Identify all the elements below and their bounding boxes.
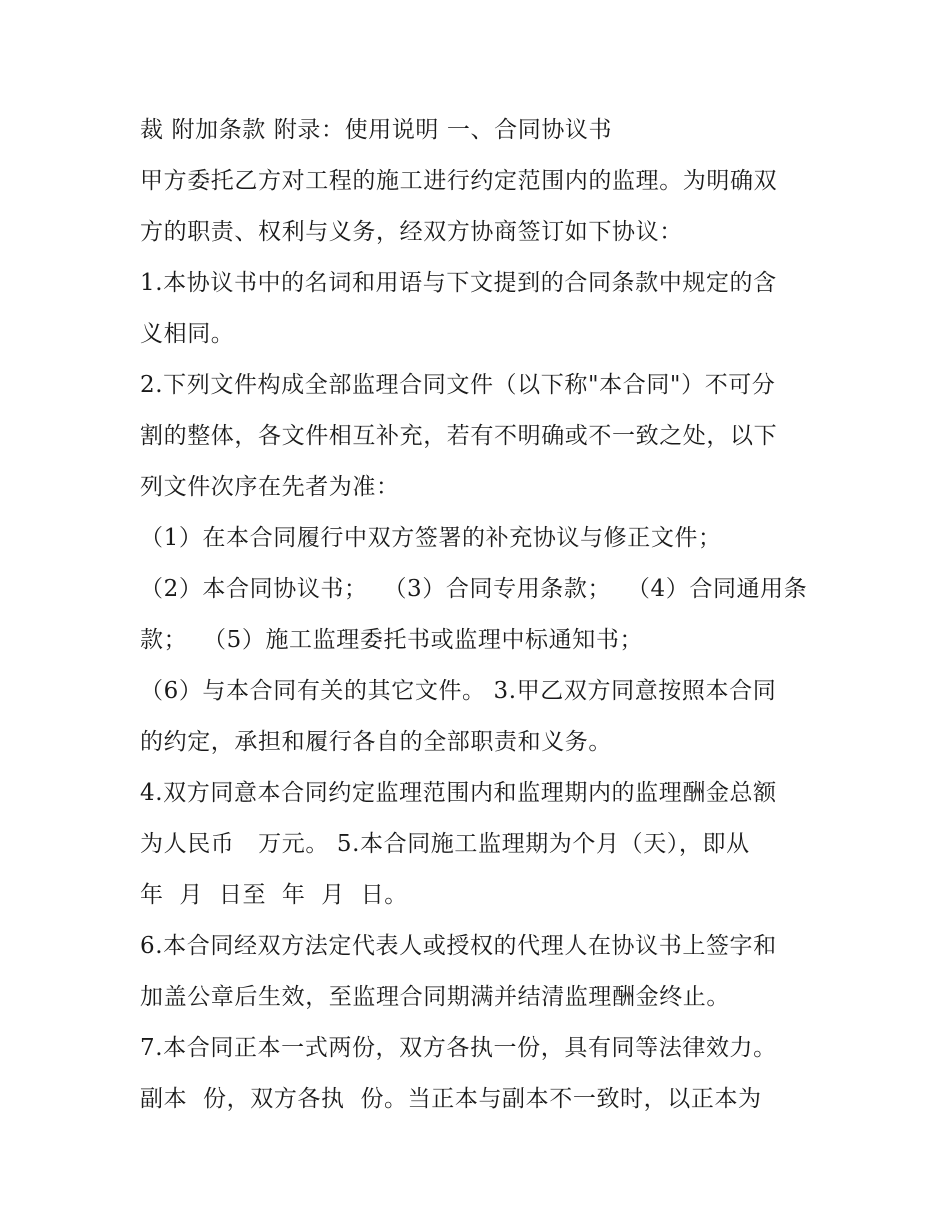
text-line-13: 的约定，承担和履行各自的全部职责和义务。: [140, 729, 612, 755]
text-line-14: 4.双方同意本合同约定监理范围内和监理期内的监理酬金总额: [140, 780, 777, 806]
text-line-17: 6.本合同经双方法定代表人或授权的代理人在协议书上签字和: [140, 933, 777, 959]
text-line-7: 割的整体，各文件相互补充，若有不明确或不一致之处，以下: [140, 423, 778, 449]
text-line-5: 义相同。: [140, 321, 235, 347]
text-line-2: 甲方委托乙方对工程的施工进行约定范围内的监理。为明确双: [140, 168, 778, 194]
text-line-12: （6）与本合同有关的其它文件。 3.甲乙双方同意按照本合同: [140, 678, 777, 704]
text-line-10: （2）本合同协议书； （3）合同专用条款； （4）合同通用条: [140, 576, 808, 602]
contract-body-text: [140, 111, 820, 1131]
text-line-1: 裁 附加条款 附录：使用说明 一、合同协议书: [140, 117, 613, 143]
text-line-8: 列文件次序在先者为准：: [140, 474, 400, 500]
text-line-16: 年 月 日至 年 月 日。: [140, 882, 408, 908]
text-line-15: 为人民币 万元。 5.本合同施工监理期为个月（天），即从: [140, 831, 750, 857]
text-line-3: 方的职责、权利与义务，经双方协商签订如下协议：: [140, 219, 683, 245]
text-line-9: （1）在本合同履行中双方签署的补充协议与修正文件；: [140, 525, 722, 551]
text-line-20: 副本 份，双方各执 份。当正本与副本不一致时，以正本为: [140, 1086, 762, 1112]
text-line-11: 款； （5）施工监理委托书或监理中标通知书；: [140, 627, 644, 653]
text-line-18: 加盖公章后生效，至监理合同期满并结清监理酬金终止。: [140, 984, 730, 1010]
text-line-4: 1.本协议书中的名词和用语与下文提到的合同条款中规定的含: [140, 270, 777, 296]
text-line-19: 7.本合同正本一式两份，双方各执一份，具有同等法律效力。: [140, 1035, 777, 1061]
text-line-6: 2.下列文件构成全部监理合同文件（以下称"本合同"）不可分: [140, 372, 776, 398]
